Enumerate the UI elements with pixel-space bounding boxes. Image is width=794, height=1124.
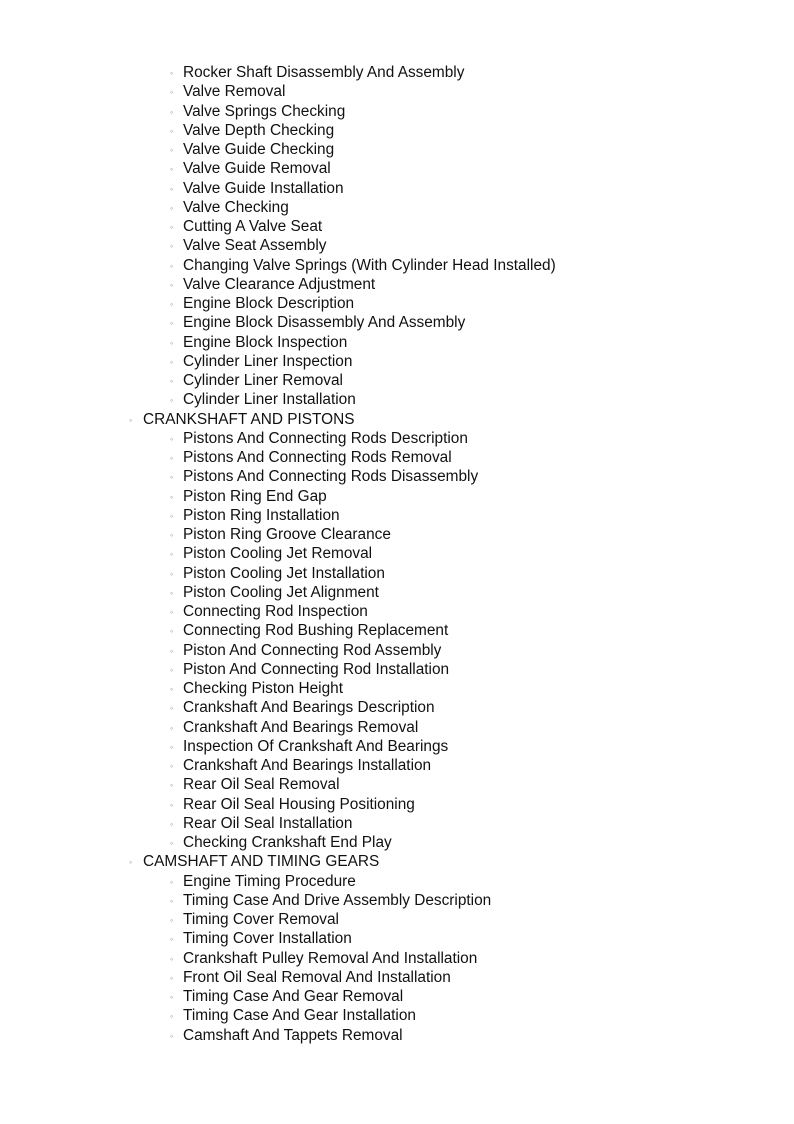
bullet-icon: ◦ <box>170 549 174 560</box>
list-item-label: Engine Timing Procedure <box>183 872 356 890</box>
bullet-icon: ◦ <box>170 1030 174 1041</box>
bullet-icon: ◦ <box>170 992 174 1002</box>
list-item-label: Valve Guide Checking <box>183 141 335 158</box>
bullet-icon: ◦ <box>170 125 174 136</box>
list-item <box>0 506 794 525</box>
bullet-icon: ◦ <box>170 376 174 386</box>
bullet-icon: ◦ <box>170 472 174 483</box>
list-item <box>0 987 794 1006</box>
bullet-icon: ◦ <box>170 356 174 367</box>
bullet-icon: ◦ <box>170 780 174 791</box>
bullet-icon: ◦ <box>129 857 133 868</box>
bullet-icon: ◦ <box>170 299 174 309</box>
list-item-label: Rear Oil Seal Housing Positioning <box>183 795 415 813</box>
list-item-label: Valve Guide Removal <box>183 160 331 178</box>
list-item-label: Cutting A Valve Seat <box>183 218 323 235</box>
list-item-label: Engine Block Inspection <box>183 333 348 351</box>
list-item-label: Connecting Rod Bushing Replacement <box>183 622 449 640</box>
bullet-icon: ◦ <box>170 818 174 829</box>
list-item <box>0 63 794 82</box>
list-item <box>0 102 794 121</box>
list-item-label: Valve Checking <box>183 198 289 216</box>
list-item <box>0 641 794 660</box>
list-item-label: Piston Ring Installation <box>183 506 340 524</box>
bullet-icon: ◦ <box>170 607 174 617</box>
list-item <box>0 621 794 640</box>
section-heading <box>0 852 794 871</box>
list-item <box>0 949 794 968</box>
list-item-label: Valve Removal <box>183 83 286 101</box>
bullet-icon: ◦ <box>170 684 174 694</box>
list-item-label: Piston And Connecting Rod Installation <box>183 660 450 678</box>
list-item-label: Checking Piston Height <box>183 680 343 697</box>
bullet-icon: ◦ <box>170 87 174 98</box>
list-item <box>0 140 794 159</box>
list-item-label: Timing Case And Gear Installation <box>183 1007 416 1025</box>
bullet-icon: ◦ <box>170 453 174 463</box>
list-item-label: Piston Cooling Jet Installation <box>183 564 385 582</box>
list-item-label: Timing Case And Gear Removal <box>183 988 404 1005</box>
bullet-icon: ◦ <box>170 491 174 502</box>
bullet-icon: ◦ <box>170 68 174 78</box>
list-item <box>0 660 794 679</box>
bullet-icon: ◦ <box>170 337 174 348</box>
list-item-label: Crankshaft Pulley Removal And Installation <box>183 949 478 967</box>
bullet-icon: ◦ <box>170 703 174 714</box>
list-item-label: Piston Ring End Gap <box>183 487 327 505</box>
bullet-icon: ◦ <box>170 202 174 213</box>
bullet-icon: ◦ <box>170 145 174 155</box>
list-item-label: Inspection Of Crankshaft And Bearings <box>183 737 449 755</box>
list-item-label: Timing Cover Removal <box>183 911 339 928</box>
list-item-label: Connecting Rod Inspection <box>183 603 368 620</box>
bullet-icon: ◦ <box>170 587 174 598</box>
list-item <box>0 968 794 987</box>
list-item-label: Valve Seat Assembly <box>183 237 327 255</box>
list-item <box>0 467 794 486</box>
bullet-icon: ◦ <box>170 645 174 656</box>
table-of-contents-list <box>0 63 794 1045</box>
bullet-icon: ◦ <box>170 722 174 733</box>
list-item <box>0 352 794 371</box>
list-item-label: Cylinder Liner Installation <box>183 391 356 409</box>
bullet-icon: ◦ <box>170 953 174 964</box>
list-item <box>0 833 794 852</box>
list-item <box>0 583 794 602</box>
bullet-icon: ◦ <box>170 664 174 675</box>
list-item-label: Rear Oil Seal Removal <box>183 776 340 794</box>
list-item-label: Rocker Shaft Disassembly And Assembly <box>183 64 465 81</box>
bullet-icon: ◦ <box>170 1011 174 1022</box>
list-item <box>0 814 794 833</box>
list-item <box>0 698 794 717</box>
list-item-label: Valve Guide Installation <box>183 179 344 197</box>
list-item-label: Pistons And Connecting Rods Description <box>183 429 468 447</box>
bullet-icon: ◦ <box>170 915 174 925</box>
list-item <box>0 313 794 332</box>
bullet-icon: ◦ <box>170 895 174 906</box>
list-item-label: Cylinder Liner Removal <box>183 372 343 389</box>
list-item <box>0 256 794 275</box>
list-item <box>0 544 794 563</box>
list-item <box>0 487 794 506</box>
bullet-icon: ◦ <box>170 106 174 117</box>
list-item <box>0 159 794 178</box>
list-item <box>0 872 794 891</box>
bullet-icon: ◦ <box>129 414 133 425</box>
list-item <box>0 564 794 583</box>
bullet-icon: ◦ <box>170 183 174 194</box>
list-item-label: Valve Depth Checking <box>183 121 335 139</box>
bullet-icon: ◦ <box>170 318 174 329</box>
list-item <box>0 718 794 737</box>
list-item-label: Valve Clearance Adjustment <box>183 275 376 293</box>
list-item <box>0 429 794 448</box>
bullet-icon: ◦ <box>170 626 174 637</box>
bullet-icon: ◦ <box>170 279 174 290</box>
list-item-label: Front Oil Seal Removal And Installation <box>183 968 451 986</box>
list-item <box>0 82 794 101</box>
bullet-icon: ◦ <box>170 838 174 848</box>
section-heading-label: CRANKSHAFT AND PISTONS <box>143 410 355 428</box>
list-item <box>0 275 794 294</box>
list-item <box>0 602 794 621</box>
list-item-label: Checking Crankshaft End Play <box>183 834 392 851</box>
list-item-label: Camshaft And Tappets Removal <box>183 1026 403 1044</box>
bullet-icon: ◦ <box>170 222 174 232</box>
list-item <box>0 756 794 775</box>
bullet-icon: ◦ <box>170 433 174 444</box>
list-item-label: Engine Block Description <box>183 295 355 312</box>
list-item <box>0 121 794 140</box>
bullet-icon: ◦ <box>170 761 174 771</box>
section-heading <box>0 410 794 429</box>
list-item-label: Valve Springs Checking <box>183 102 346 120</box>
list-item <box>0 1006 794 1025</box>
list-item-label: Crankshaft And Bearings Removal <box>183 718 419 736</box>
bullet-icon: ◦ <box>170 799 174 810</box>
list-item <box>0 390 794 409</box>
bullet-icon: ◦ <box>170 260 174 271</box>
list-item <box>0 198 794 217</box>
list-item <box>0 333 794 352</box>
list-item <box>0 737 794 756</box>
list-item <box>0 217 794 236</box>
list-item <box>0 179 794 198</box>
list-item <box>0 448 794 467</box>
list-item <box>0 891 794 910</box>
list-item <box>0 910 794 929</box>
list-item <box>0 775 794 794</box>
list-item <box>0 525 794 544</box>
list-item-label: Rear Oil Seal Installation <box>183 814 353 832</box>
list-item-label: Piston Ring Groove Clearance <box>183 526 391 543</box>
list-item <box>0 795 794 814</box>
bullet-icon: ◦ <box>170 241 174 252</box>
list-item-label: Cylinder Liner Inspection <box>183 352 353 370</box>
list-item <box>0 236 794 255</box>
bullet-icon: ◦ <box>170 741 174 752</box>
list-item <box>0 929 794 948</box>
section-heading-label: CAMSHAFT AND TIMING GEARS <box>143 853 380 871</box>
bullet-icon: ◦ <box>170 395 174 406</box>
bullet-icon: ◦ <box>170 510 174 521</box>
bullet-icon: ◦ <box>170 876 174 887</box>
list-item <box>0 294 794 313</box>
list-item-label: Pistons And Connecting Rods Disassembly <box>183 468 479 486</box>
list-item <box>0 679 794 698</box>
list-item-label: Engine Block Disassembly And Assembly <box>183 314 466 332</box>
bullet-icon: ◦ <box>170 164 174 175</box>
bullet-icon: ◦ <box>170 568 174 579</box>
bullet-icon: ◦ <box>170 934 174 945</box>
bullet-icon: ◦ <box>170 530 174 540</box>
list-item-label: Piston Cooling Jet Alignment <box>183 583 379 601</box>
list-item-label: Changing Valve Springs (With Cylinder Head Installed) <box>183 256 556 274</box>
list-item-label: Timing Case And Drive Assembly Description <box>183 891 492 909</box>
list-item-label: Pistons And Connecting Rods Removal <box>183 449 452 466</box>
list-item-label: Timing Cover Installation <box>183 930 352 948</box>
list-item-label: Crankshaft And Bearings Installation <box>183 757 432 774</box>
list-item <box>0 371 794 390</box>
list-item <box>0 1026 794 1045</box>
list-item-label: Crankshaft And Bearings Description <box>183 699 435 717</box>
list-item-label: Piston Cooling Jet Removal <box>183 545 373 563</box>
bullet-icon: ◦ <box>170 972 174 983</box>
list-item-label: Piston And Connecting Rod Assembly <box>183 641 442 659</box>
